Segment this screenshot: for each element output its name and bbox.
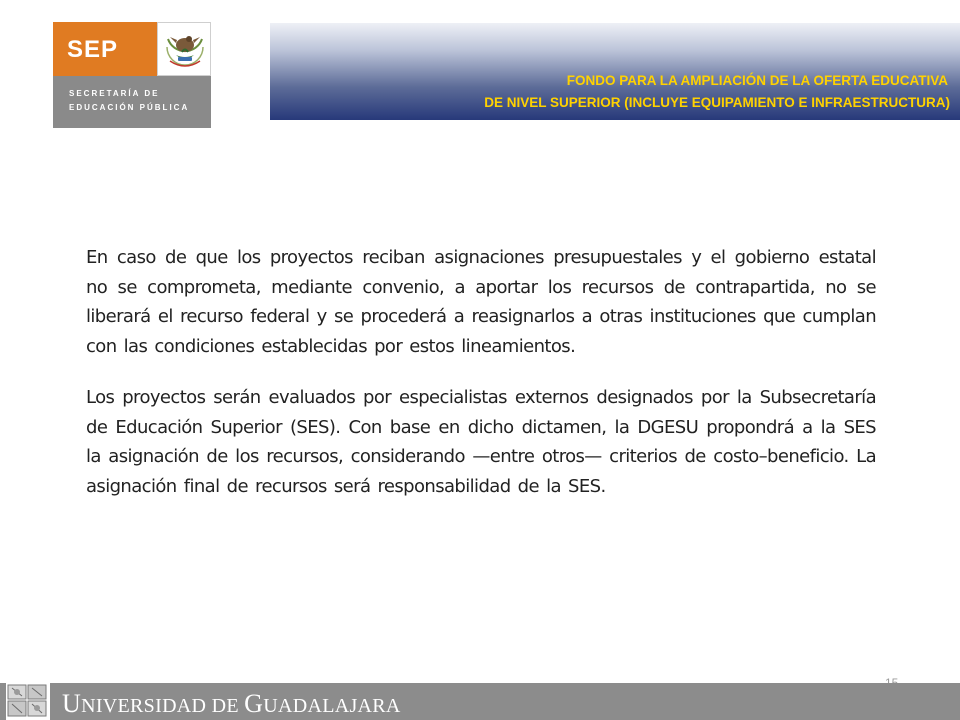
sep-acronym: SEP <box>67 36 119 63</box>
mexican-coat-of-arms-icon <box>157 22 211 76</box>
sep-logo <box>53 22 211 128</box>
header-title-line2: DE NIVEL SUPERIOR (INCLUYE EQUIPAMIENTO E INFRAESTRUCTURA) <box>484 95 950 110</box>
university-seal-icon <box>6 682 50 720</box>
header-title-line1: FONDO PARA LA AMPLIACIÓN DE LA OFERTA EDUCATIVA <box>566 73 948 88</box>
header-banner <box>270 23 960 120</box>
university-name-initial-g: G <box>244 689 264 718</box>
university-name-part2: UADALAJARA <box>263 695 401 717</box>
university-name <box>62 689 401 719</box>
sep-line2: EDUCACIÓN PÚBLICA <box>69 103 190 112</box>
university-name-part1: NIVERSIDAD DE <box>81 695 245 717</box>
slide-body <box>86 243 876 501</box>
body-paragraph-1: En caso de que los proyectos reciban asignaciones presupuestales y el gobierno estatal no se comprometa, mediante convenio, a aportar los recursos de contrapartida, no se liberará el recurso federal y se procederá a reasignarlos a otras instituciones que cumplan con las condiciones establecidas por estos lineamientos. <box>86 247 876 357</box>
university-name-initial-u: U <box>62 689 82 718</box>
body-paragraph-2: Los proyectos serán evaluados por especialistas externos designados por la Subsecretaría de Educación Superior (SES). Con base en dicho dictamen, la DGESU propondrá a la SES la asignación de los recursos, considerando —entre otros— criterios de costo–beneficio. La asignación final de recursos será responsabilidad de la SES. <box>86 387 876 497</box>
sep-line1: SECRETARÍA DE <box>69 89 160 98</box>
sep-acronym-box <box>53 22 157 76</box>
